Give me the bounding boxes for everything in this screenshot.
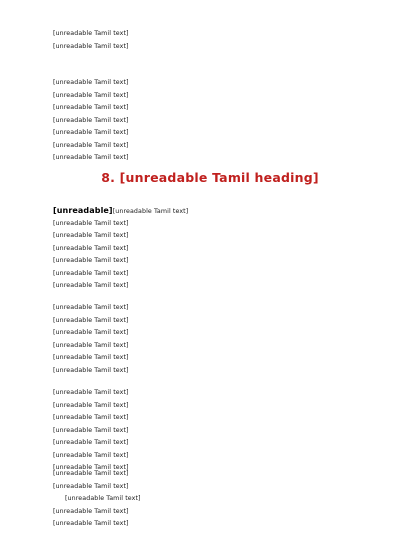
- text-line: [unreadable Tamil text]: [53, 520, 129, 527]
- drop-cap: [unreadable]: [53, 206, 113, 215]
- text-line: [unreadable Tamil text]: [53, 79, 129, 86]
- text-line: [unreadable Tamil text]: [53, 141, 129, 149]
- paragraph-2: [53, 77, 373, 165]
- paragraph-5: [53, 387, 373, 475]
- text-line: [unreadable Tamil text]: [53, 389, 129, 396]
- chapter-heading: 8. [unreadable Tamil heading]: [101, 170, 319, 185]
- text-line: [unreadable Tamil text]: [53, 316, 129, 324]
- paragraph-1: [53, 28, 373, 53]
- text-line: [unreadable Tamil text]: [53, 507, 129, 515]
- text-line: [unreadable Tamil text]: [53, 439, 129, 446]
- text-line: [unreadable Tamil text]: [53, 104, 129, 111]
- text-line-first: [53, 205, 373, 218]
- text-line: [unreadable Tamil text]: [53, 282, 129, 289]
- text-line: [unreadable Tamil text]: [53, 414, 129, 421]
- text-line: [unreadable Tamil text]: [53, 42, 129, 50]
- text-line: [unreadable Tamil text]: [53, 470, 129, 477]
- text-line: [unreadable Tamil text]: [53, 154, 129, 161]
- text-line: [unreadable Tamil text]: [53, 401, 129, 409]
- text-line: [unreadable Tamil text]: [53, 244, 129, 252]
- text-line: [unreadable Tamil text]: [53, 257, 129, 264]
- text-line: [unreadable Tamil text]: [53, 269, 129, 277]
- text-line: [unreadable Tamil text]: [53, 464, 129, 471]
- text-line: [unreadable Tamil text]: [65, 495, 141, 502]
- text-line: [unreadable Tamil text]: [53, 482, 129, 490]
- text-line: [unreadable Tamil text]: [53, 304, 129, 311]
- text-line: [unreadable Tamil text]: [53, 91, 129, 99]
- text-line: [unreadable Tamil text]: [53, 366, 129, 374]
- text-line: [unreadable Tamil text]: [53, 451, 129, 459]
- text-line: [unreadable Tamil text]: [53, 232, 129, 239]
- paragraph-3: [53, 205, 373, 293]
- text-line: [unreadable Tamil text]: [53, 30, 129, 37]
- text-line: [unreadable Tamil text]: [53, 354, 129, 361]
- text-line: [unreadable Tamil text]: [53, 219, 129, 227]
- text-line-rest: [unreadable Tamil text]: [112, 208, 189, 215]
- text-line: [unreadable Tamil text]: [53, 129, 129, 136]
- text-line: [unreadable Tamil text]: [53, 426, 129, 434]
- text-line: [unreadable Tamil text]: [53, 329, 129, 336]
- text-line: [unreadable Tamil text]: [53, 116, 129, 124]
- paragraph-4: [53, 302, 373, 377]
- text-line: [unreadable Tamil text]: [53, 341, 129, 349]
- paragraph-6: [53, 468, 373, 531]
